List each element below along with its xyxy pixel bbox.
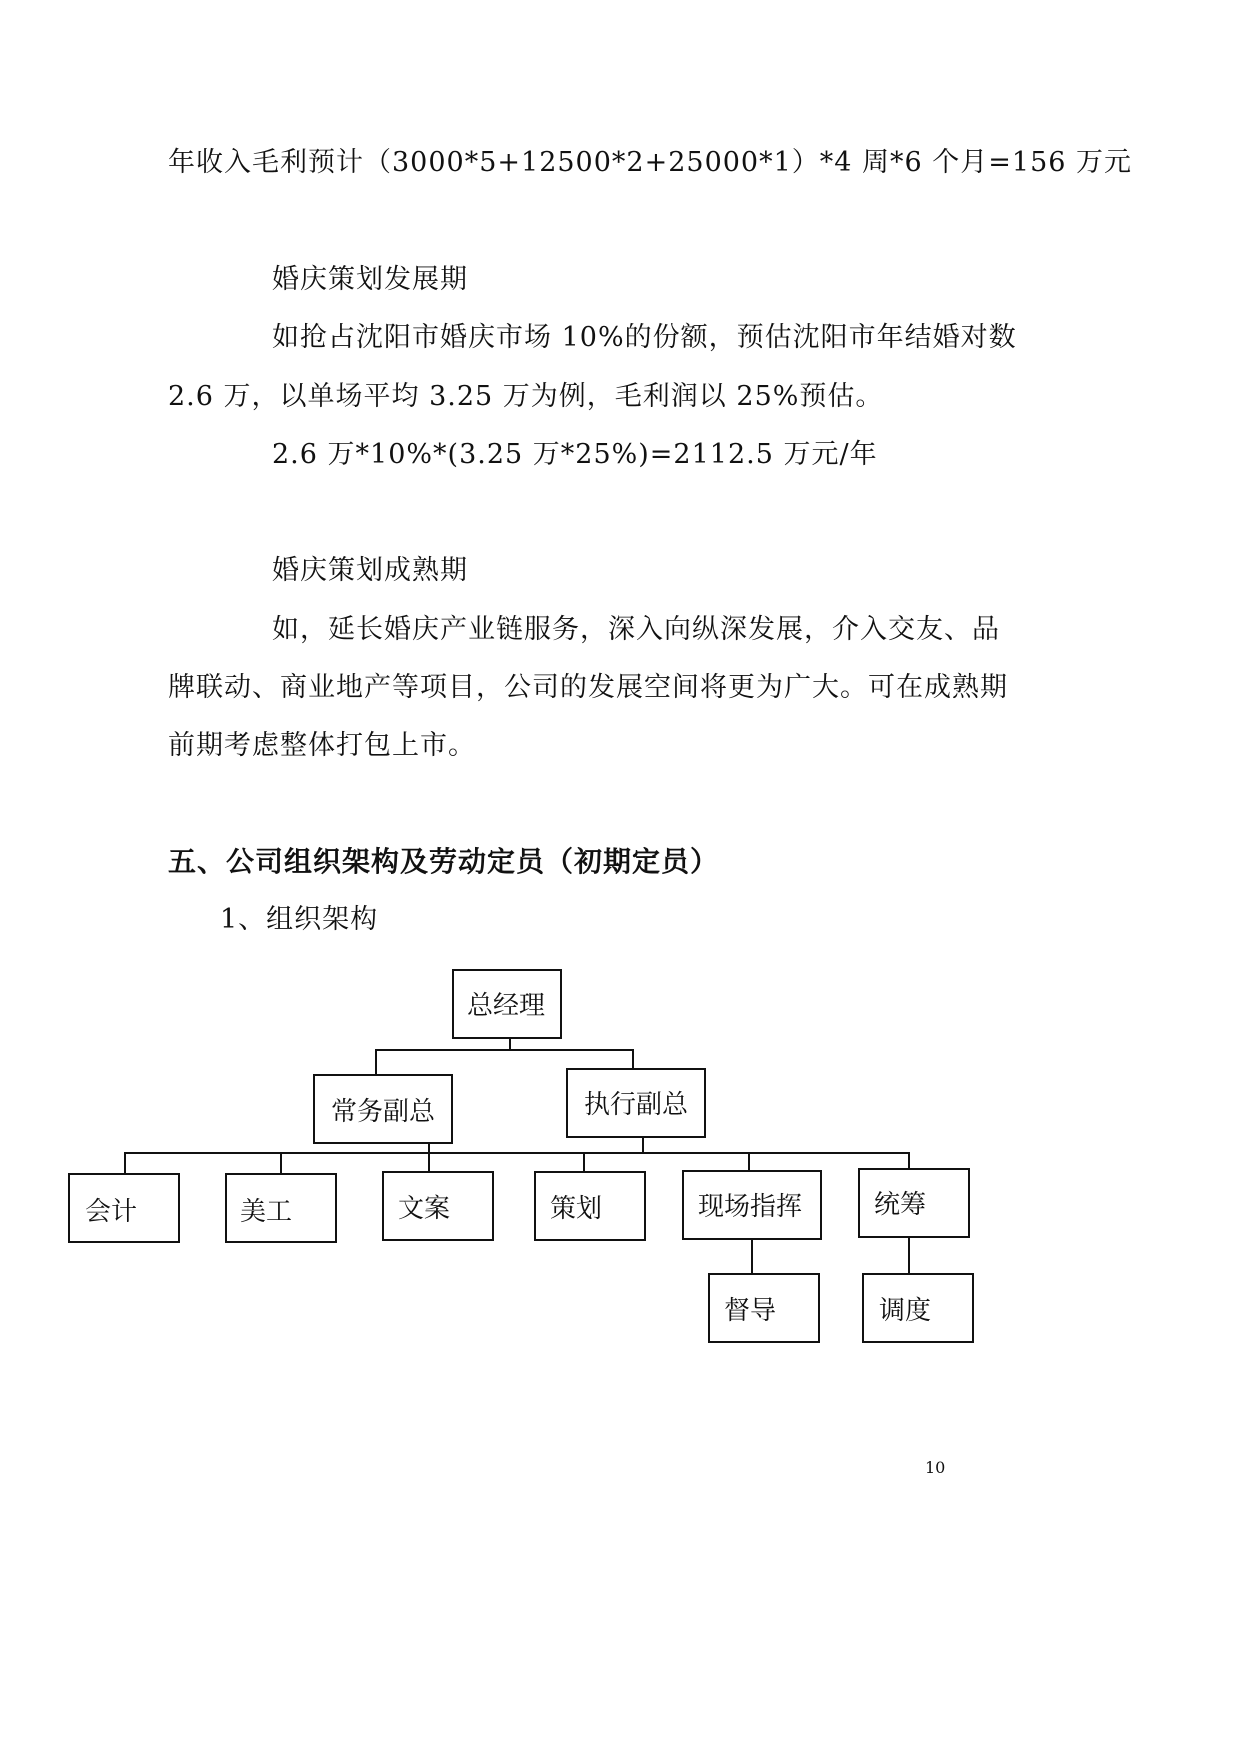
org-node-art bbox=[225, 1173, 337, 1243]
org-node-planning bbox=[534, 1171, 646, 1241]
org-node-onsite-command bbox=[682, 1170, 822, 1240]
development-paragraph-line-1: 如抢占沈阳市婚庆市场 10%的份额，预估沈阳市年结婚对数 bbox=[272, 322, 1017, 353]
org-node-label: 统筹 bbox=[874, 1190, 927, 1220]
org-node-label: 文案 bbox=[398, 1194, 451, 1224]
development-formula-line: 2.6 万*10%*(3.25 万*25%)=2112.5 万元/年 bbox=[272, 439, 878, 470]
connector bbox=[124, 1152, 126, 1174]
org-node-coordination bbox=[858, 1168, 970, 1238]
org-node-label: 总经理 bbox=[467, 991, 546, 1021]
org-node-label: 现场指挥 bbox=[698, 1192, 803, 1222]
mature-paragraph-line-2: 牌联动、商业地产等项目，公司的发展空间将更为广大。可在成熟期 bbox=[168, 672, 1008, 703]
mature-paragraph-line-3: 前期考虑整体打包上市。 bbox=[168, 730, 476, 761]
org-node-supervision bbox=[708, 1273, 820, 1343]
org-node-dispatch bbox=[862, 1273, 974, 1343]
page-number: 10 bbox=[925, 1458, 946, 1477]
org-node-label: 执行副总 bbox=[584, 1090, 689, 1120]
org-node-executive-deputy-general bbox=[313, 1074, 453, 1144]
mature-paragraph-line-1: 如，延长婚庆产业链服务，深入向纵深发展，介入交友、品 bbox=[272, 614, 1000, 645]
connector bbox=[583, 1152, 585, 1172]
development-paragraph-line-2: 2.6 万，以单场平均 3.25 万为例，毛利润以 25%预估。 bbox=[168, 381, 884, 412]
section-heading: 五、公司组织架构及劳动定员（初期定员） bbox=[168, 845, 720, 878]
org-node-label: 会计 bbox=[85, 1197, 138, 1227]
org-node-label: 策划 bbox=[550, 1194, 603, 1224]
connector bbox=[375, 1049, 634, 1051]
org-node-accounting bbox=[68, 1173, 180, 1243]
org-node-general-manager bbox=[452, 969, 562, 1039]
connector bbox=[375, 1049, 377, 1075]
org-node-label: 调度 bbox=[879, 1296, 932, 1326]
org-node-label: 督导 bbox=[724, 1296, 777, 1326]
org-node-label: 常务副总 bbox=[331, 1097, 436, 1127]
connector bbox=[748, 1152, 750, 1172]
revenue-formula-line: 年收入毛利预计（3000*5+12500*2+25000*1）*4 周*6 个月=156 万元 bbox=[168, 147, 1133, 178]
connector bbox=[280, 1152, 282, 1174]
connector bbox=[124, 1152, 910, 1154]
connector bbox=[428, 1142, 430, 1172]
org-node-copywriting bbox=[382, 1171, 494, 1241]
connector bbox=[632, 1049, 634, 1069]
org-node-label: 美工 bbox=[240, 1197, 293, 1227]
org-node-operations-deputy-general bbox=[566, 1068, 706, 1138]
development-stage-title: 婚庆策划发展期 bbox=[272, 264, 468, 295]
connector bbox=[751, 1238, 753, 1274]
connector bbox=[642, 1136, 644, 1154]
connector bbox=[908, 1236, 910, 1274]
org-structure-subheading: 1、组织架构 bbox=[220, 904, 379, 935]
mature-stage-title: 婚庆策划成熟期 bbox=[272, 555, 468, 586]
